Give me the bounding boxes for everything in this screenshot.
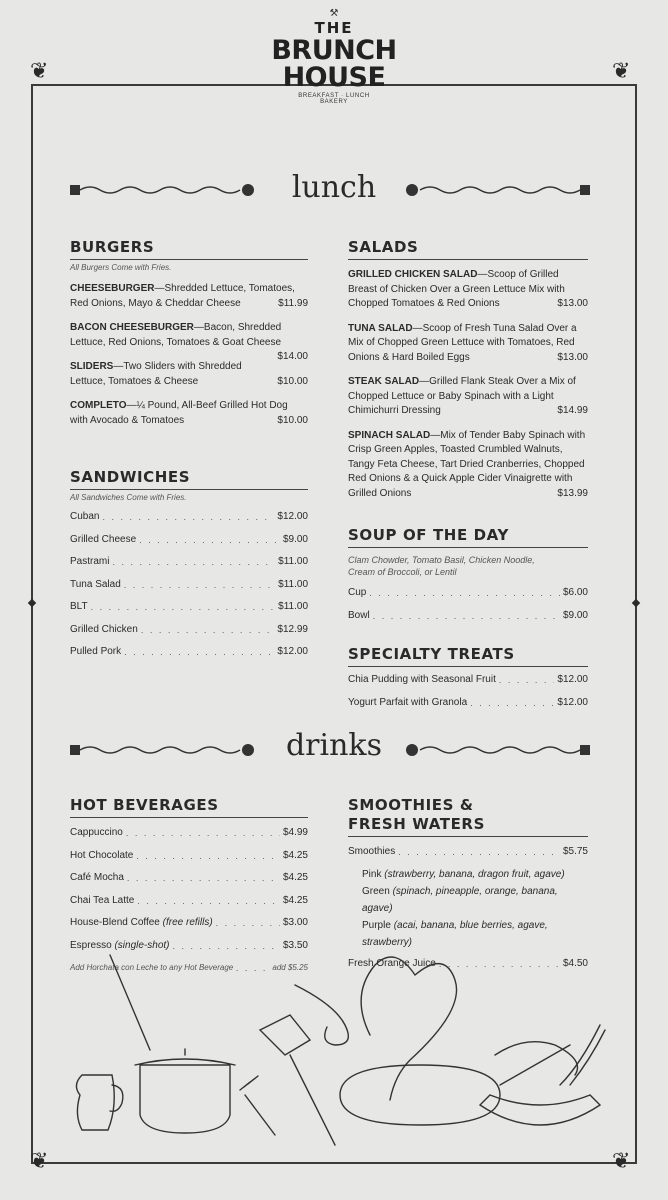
item-desc: —Bacon, Shredded Lettuce, Red Onions, Tomatoes & Goat Cheese — [70, 322, 282, 348]
divider-left-lunch — [70, 183, 256, 197]
flavor-item — [348, 883, 588, 917]
item-name: GRILLED CHICKEN SALAD — [348, 269, 478, 280]
soup-note: Clam Chowder, Tomato Basil, Chicken Noodle, Cream of Broccoli, or Lentil — [348, 555, 535, 577]
menu-item — [348, 586, 588, 601]
menu-item — [348, 429, 588, 502]
item-price: $12.99 — [277, 623, 308, 635]
whisk-icon — [560, 1025, 605, 1085]
menu-item — [348, 673, 588, 688]
item-name: Chai Tea Latte — [70, 894, 135, 906]
addon-text: Add Horchata con Leche to any Hot Beverage — [70, 963, 234, 972]
item-price: $12.00 — [277, 646, 308, 657]
drinks-heading: drinks — [285, 728, 383, 763]
flavor-detail: (acai, banana, blue berries, agave, strawberry) — [362, 919, 548, 948]
smoothies-title-line2: FRESH WATERS — [348, 815, 485, 833]
item-price: $12.00 — [277, 511, 308, 522]
item-price: $5.75 — [562, 846, 588, 857]
menu-item — [70, 916, 308, 931]
item-price: $12.00 — [557, 696, 588, 708]
item-name: STEAK SALAD — [348, 376, 420, 387]
item-name: Café Mocha — [70, 872, 124, 883]
item-price: $14.99 — [557, 405, 588, 416]
leader-dots — [102, 510, 274, 525]
salads-title: SALADS — [348, 238, 588, 260]
item-price: $11.00 — [278, 556, 308, 567]
menu-item — [70, 849, 308, 864]
item-name: SPINACH SALAD — [348, 429, 431, 441]
item-price: $13.00 — [557, 298, 588, 309]
item-name: Espresso — [70, 939, 115, 951]
item-price: $3.00 — [282, 917, 308, 928]
item-price: $4.25 — [282, 872, 308, 883]
leader-dots — [124, 645, 274, 660]
sandwiches-note: All Sandwiches Come with Fries. — [70, 493, 187, 502]
logo-line2: HOUSE — [282, 62, 386, 93]
pan-icon — [340, 1042, 578, 1125]
menu-item — [70, 645, 308, 660]
menu-item — [70, 360, 308, 389]
menu-item — [70, 533, 308, 548]
flavor-item — [348, 866, 588, 883]
item-name: Fresh Orange Juice — [348, 957, 436, 969]
item-name: Grilled Chicken — [70, 623, 138, 635]
item-price: $9.00 — [562, 609, 588, 621]
item-desc: —Mix of Tender Baby Spinach with Crisp Green Apples, Toasted Crumbled Walnuts, Tangy Feta Cheese, Tart Dried Cranberries, Chopped Red Onions & a Quick Apple Cider Vinaigrette with Grilled Onions — [348, 429, 586, 499]
menu-item — [348, 845, 588, 860]
leader-dots — [139, 533, 280, 548]
utensils-icon: ⚒ — [329, 8, 339, 19]
logo-line1: BRUNCH — [271, 35, 397, 66]
item-price: $3.50 — [282, 939, 308, 951]
item-name: Hot Chocolate — [70, 849, 134, 861]
item-name: Cuban — [70, 511, 100, 522]
leader-dots — [112, 555, 275, 570]
corner-ornament-bottom-left: ❦ — [30, 1148, 49, 1173]
menu-item — [70, 399, 308, 428]
flavor-name: Green — [362, 885, 390, 897]
menu-item — [70, 894, 308, 909]
menu-item — [70, 321, 308, 362]
item-name: Pastrami — [70, 556, 110, 567]
item-price: $4.50 — [562, 957, 588, 969]
divider-right-lunch — [404, 183, 590, 197]
item-name: BACON CHEESEBURGER — [70, 322, 194, 333]
item-price: $11.00 — [278, 601, 308, 612]
item-price: $12.00 — [557, 674, 588, 685]
leader-dots — [216, 916, 280, 931]
leader-dots — [127, 871, 280, 886]
item-desc: —Grilled Flank Steak Over a Mix of Chopped Lettuce or Baby Spinach with a Light Chimichurri Dressing — [348, 376, 576, 416]
item-price: $14.00 — [277, 351, 308, 362]
menu-item — [70, 871, 308, 886]
item-name: COMPLETO — [70, 400, 127, 411]
item-name: Cup — [348, 587, 367, 598]
item-name: Chia Pudding with Seasonal Fruit — [348, 674, 496, 685]
leader-dots — [398, 845, 560, 860]
item-price: $4.25 — [282, 849, 308, 861]
item-price: $13.00 — [557, 351, 588, 363]
item-name: CHEESEBURGER — [70, 283, 155, 294]
burgers-note: All Burgers Come with Fries. — [70, 263, 172, 272]
sandwiches-section — [70, 468, 308, 660]
menu-item — [348, 322, 588, 366]
logo-tagline-2: BAKERY — [320, 99, 348, 105]
menu-item — [70, 623, 308, 638]
salads-section — [348, 238, 588, 501]
logo-the: THE — [314, 19, 354, 37]
menu-item — [70, 600, 308, 615]
menu-item — [348, 696, 588, 711]
item-price: $10.00 — [277, 414, 308, 426]
flavor-detail: (spinach, pineapple, orange, banana, agave) — [362, 885, 558, 914]
leader-dots — [137, 894, 280, 909]
burgers-title: BURGERS — [70, 238, 308, 260]
leader-dots — [470, 696, 554, 711]
item-price: $11.99 — [278, 297, 308, 309]
menu-item — [70, 555, 308, 570]
item-price: $4.99 — [282, 827, 308, 838]
item-name: TUNA SALAD — [348, 322, 413, 334]
bowl-icon — [480, 1095, 600, 1125]
corner-ornament-top-right: ❦ — [612, 58, 631, 83]
menu-item — [70, 282, 308, 311]
logo-tagline: BREAKFAST · LUNCH — [298, 93, 370, 99]
lunch-heading: lunch — [291, 170, 377, 205]
item-price: $10.00 — [277, 375, 308, 387]
soup-title: SOUP OF THE DAY — [348, 526, 588, 548]
item-name: Cappuccino — [70, 827, 123, 838]
divider-left-drinks — [70, 743, 256, 757]
kitchen-line-art — [40, 945, 630, 1155]
leader-dots — [91, 600, 276, 615]
treats-section — [348, 645, 588, 710]
smoothies-title-line1: SMOOTHIES & — [348, 796, 474, 814]
addon-price: add $5.25 — [272, 963, 308, 972]
sandwiches-title: SANDWICHES — [70, 468, 308, 490]
item-extra: (single-shot) — [114, 939, 170, 951]
menu-item — [348, 375, 588, 419]
item-name: Pulled Pork — [70, 646, 122, 657]
corner-ornament-top-left: ❦ — [30, 58, 49, 83]
leader-dots — [136, 849, 280, 864]
leader-dots — [124, 578, 275, 593]
item-desc: —Scoop of Grilled Breast of Chicken Over a Green Lettuce Mix with Chopped Tomatoes & Red Onions — [348, 269, 565, 309]
item-name: House-Blend Coffee — [70, 917, 163, 928]
ladle-icon — [295, 985, 348, 1045]
item-name: Yogurt Parfait with Granola — [348, 696, 468, 708]
item-name: Grilled Cheese — [70, 533, 137, 545]
menu-item — [348, 609, 588, 624]
brand-logo — [270, 8, 398, 105]
item-name: BLT — [70, 601, 88, 612]
item-name: SLIDERS — [70, 361, 114, 372]
burgers-section — [70, 238, 308, 428]
item-price: $6.00 — [562, 587, 588, 598]
item-desc: —Two Sliders with Shredded Lettuce, Tomatoes & Cheese — [70, 361, 242, 387]
leader-dots — [499, 673, 555, 688]
item-desc: —¼ Pound, All-Beef Grilled Hot Dog with Avocado & Tomatoes — [70, 400, 288, 426]
pot-icon — [110, 955, 235, 1133]
item-price: $9.00 — [282, 533, 308, 545]
treats-title: SPECIALTY TREATS — [348, 645, 588, 667]
fork-icon — [240, 1076, 275, 1135]
item-name: Bowl — [348, 609, 370, 621]
menu-item — [70, 510, 308, 525]
spatula-icon — [260, 1015, 335, 1145]
pitcher-icon — [76, 1075, 122, 1130]
item-price: $4.25 — [282, 894, 308, 906]
corner-ornament-bottom-right: ❦ — [612, 1148, 631, 1173]
soup-section — [348, 526, 588, 623]
menu-item — [348, 268, 588, 312]
item-price: $11.00 — [278, 578, 308, 590]
hot-beverages-title: HOT BEVERAGES — [70, 796, 308, 818]
item-desc: —Scoop of Fresh Tuna Salad Over a Mix of Chopped Green Lettuce with Tomatoes, Red Onions & Hard Boiled Eggs — [348, 322, 577, 363]
heart-icon — [361, 957, 456, 1100]
smoothies-title — [348, 796, 588, 837]
menu-item — [70, 578, 308, 593]
item-name: Smoothies — [348, 846, 396, 857]
leader-dots — [126, 826, 280, 841]
leader-dots — [141, 623, 275, 638]
item-name-wrap — [70, 916, 213, 931]
leader-dots — [373, 609, 560, 624]
menu-item — [70, 826, 308, 841]
flavor-detail: (strawberry, banana, dragon fruit, agave) — [384, 868, 565, 880]
item-desc: —Shredded Lettuce, Tomatoes, Red Onions, Mayo & Cheddar Cheese — [70, 283, 295, 309]
item-extra: (free refills) — [162, 917, 213, 928]
leader-dots — [369, 586, 560, 601]
item-price: $13.99 — [557, 487, 588, 499]
flavor-name: Purple — [362, 919, 391, 931]
item-name: Tuna Salad — [70, 578, 121, 590]
divider-right-drinks — [404, 743, 590, 757]
flavor-name: Pink — [362, 868, 382, 880]
